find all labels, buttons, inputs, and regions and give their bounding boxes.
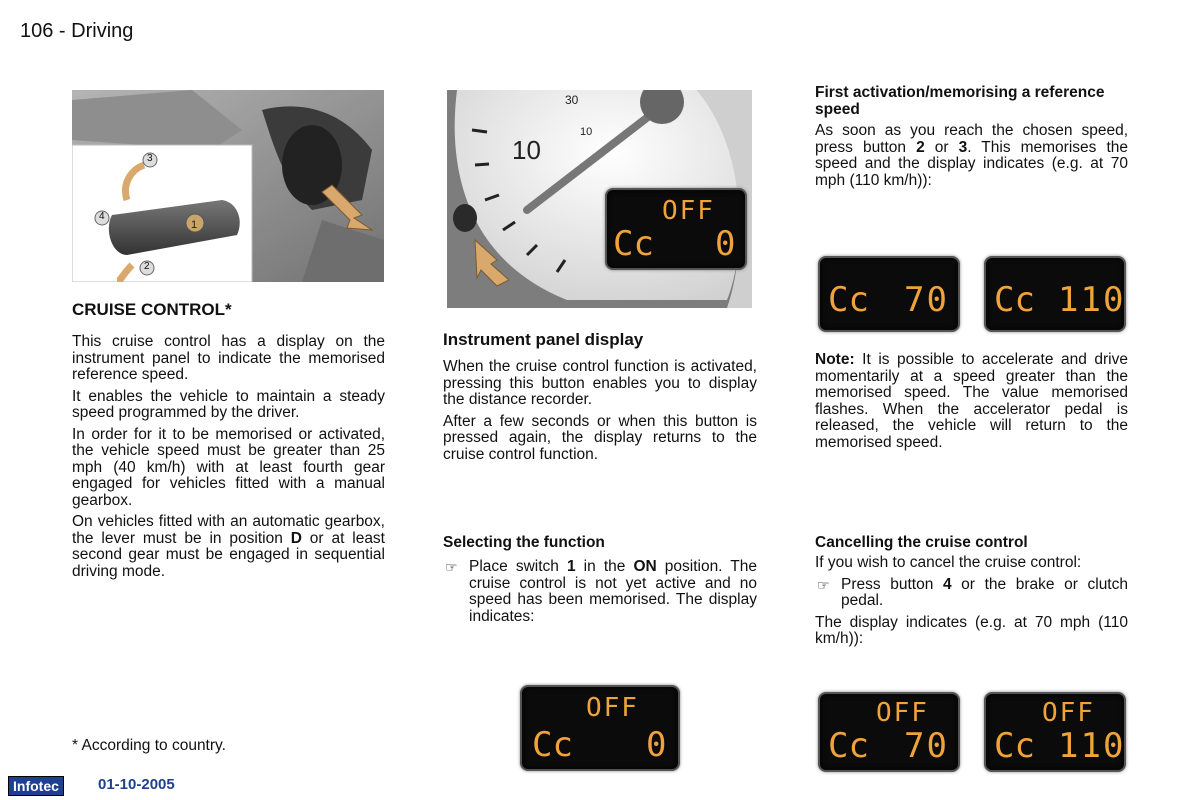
- column-3-lower: [815, 534, 1128, 653]
- lcd-cc: Cc: [613, 224, 654, 264]
- lcd-off: OFF: [876, 698, 929, 728]
- lcd-display-off-0: [520, 685, 680, 771]
- note-paragraph: Note: It is possible to accelerate and drive momentarily at a speed greater than the memorised speed. The value memorised flashes. When the accelerator pedal is released, the vehicle will return to the memorised speed.: [815, 351, 1128, 451]
- gauge-tick-10-small: 10: [580, 126, 593, 138]
- paragraph: This cruise control has a display on the instrument panel to indicate the memorised reference speed.: [72, 333, 385, 383]
- section-title-cruise-control: CRUISE CONTROL*: [72, 300, 232, 319]
- bullet-item: ☞ Place switch 1 in the ON position. The cruise control is not yet active and no speed has been memorised. The display indicates:: [445, 558, 757, 625]
- paragraph: The display indicates (e.g. at 70 mph (110 km/h)):: [815, 613, 1128, 647]
- label-4: 4: [99, 211, 105, 222]
- paragraph: It enables the vehicle to maintain a steady speed programmed by the driver.: [72, 387, 385, 421]
- lcd-speed: 0: [646, 725, 669, 765]
- gauge-tick-10: 10: [512, 135, 541, 165]
- page-header: 106 - Driving: [20, 20, 134, 42]
- footnote: * According to country.: [72, 737, 226, 754]
- lcd-display-panel: [605, 188, 747, 270]
- paragraph: On vehicles fitted with an automatic gearbox, the lever must be in position D or at least second gear must be engaged in sequential driving mode.: [72, 513, 385, 580]
- lcd-speed: 0: [715, 224, 738, 264]
- lcd-cc: Cc: [828, 726, 869, 766]
- lcd-display-off-70: [818, 692, 960, 772]
- lcd-speed: 70: [904, 726, 949, 766]
- lcd-cc: Cc: [994, 280, 1035, 320]
- column-3-note: [815, 352, 1128, 456]
- lcd-speed: 110: [1058, 726, 1126, 766]
- gauge-tick-30: 30: [565, 93, 579, 107]
- lcd-display-off-110: [984, 692, 1126, 772]
- footer-date: 01-10-2005: [98, 776, 175, 793]
- paragraph: In order for it to be memorised or activated, the vehicle speed must be greater than 25 mph (40 km/h) with at least fourth gear engaged for vehicles fitted with a manual gearbox.: [72, 425, 385, 509]
- lcd-cc: Cc: [994, 726, 1035, 766]
- svg-text:1: 1: [191, 219, 198, 231]
- section-title-cancelling: Cancelling the cruise control: [815, 534, 1028, 551]
- infotec-logo: Infotec: [8, 776, 64, 796]
- section-title-instrument-panel: Instrument panel display: [443, 330, 644, 349]
- column-2-lower: [443, 534, 757, 630]
- paragraph: When the cruise control function is activated, pressing this button enables you to display the distance recorder.: [443, 358, 757, 408]
- paragraph: As soon as you reach the chosen speed, press button 2 or 3. This memorises the speed and the display indicates (e.g. at 70 mph (110 km/h)):: [815, 122, 1128, 189]
- stalk-photo: [72, 90, 384, 282]
- bullet-item: ☞ Press button 4 or the brake or clutch pedal.: [817, 575, 1128, 609]
- lcd-speed: 70: [904, 280, 949, 320]
- column-2-upper: [443, 330, 757, 468]
- lcd-cc: Cc: [828, 280, 869, 320]
- lcd-off: OFF: [662, 196, 715, 226]
- section-title-first-activation: First activation/memorising a reference speed: [815, 84, 1105, 118]
- instrument-panel-photo: [447, 90, 752, 308]
- hand-pointer-icon: ☞: [445, 559, 458, 575]
- column-3-upper: [815, 84, 1128, 194]
- column-1: [72, 300, 385, 585]
- lcd-off: OFF: [1042, 698, 1095, 728]
- section-title-selecting: Selecting the function: [443, 534, 605, 551]
- lcd-display-cc-110: [984, 256, 1126, 332]
- hand-pointer-icon: ☞: [817, 576, 830, 593]
- paragraph: If you wish to cancel the cruise control:: [815, 554, 1082, 571]
- paragraph: After a few seconds or when this button is pressed again, the display returns to the cruise control function.: [443, 412, 757, 463]
- lcd-cc: Cc: [532, 725, 573, 765]
- lcd-off: OFF: [586, 693, 639, 723]
- label-2: 2: [144, 261, 150, 272]
- label-3: 3: [147, 153, 153, 164]
- lcd-display-cc-70: [818, 256, 960, 332]
- lcd-speed: 110: [1058, 280, 1126, 320]
